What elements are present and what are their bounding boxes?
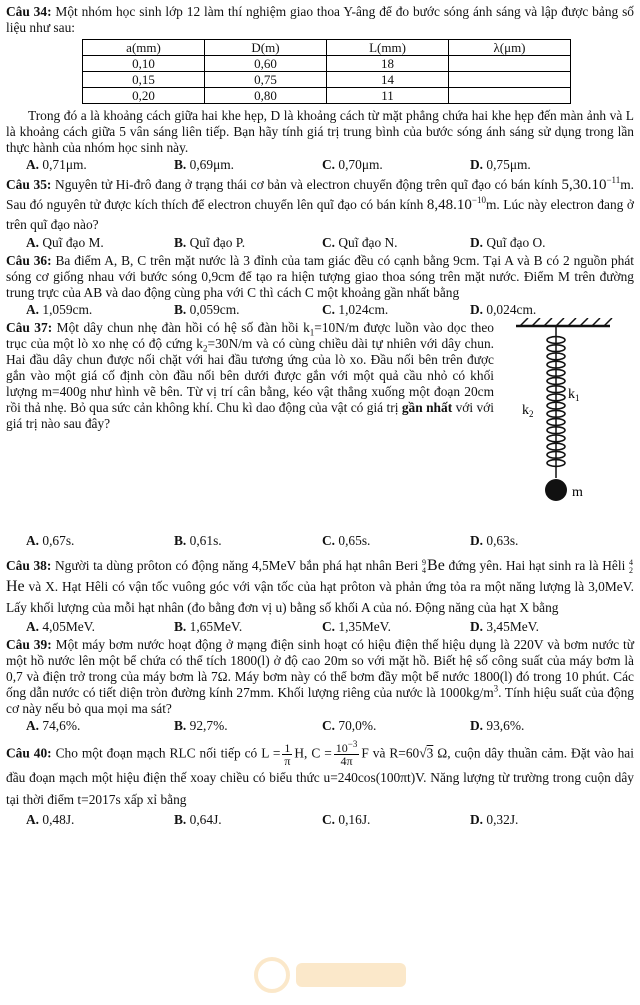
option-text: Quĩ đạo N. [338,235,398,250]
exam-page [6,4,634,830]
question-text: Người ta dùng prôton có động năng 4,5MeV bắn phá hạt nhân Beri [55,558,419,573]
radius-exponent: −10 [471,195,486,205]
answer-options [6,157,634,173]
option-text: 0,70μm. [338,157,383,172]
capacitance-fraction [334,739,360,768]
option-key: B. [174,533,187,548]
question-label: Câu 34: [6,4,52,19]
answer-options [6,235,634,251]
inductance-symbol: L = [261,745,281,761]
option-a[interactable] [6,812,154,828]
table-cell [449,72,571,88]
inductance-unit: H [294,745,305,761]
sqrt-symbol: √ [419,745,427,761]
question-text: m. Sau đó nguyên tử được kích thích để electron chuyển lên quĩ đạo có bán kính [6,177,634,212]
question-text: và R=60 [372,745,420,761]
question-text: =10N/m được luồn vào dọc theo trục của một lò xo nhẹ có độ cứng k [6,320,494,351]
question-39 [6,637,634,734]
option-b[interactable] [154,812,302,828]
option-a[interactable] [6,619,154,635]
question-text: m. Lúc này electron đang ở trên quĩ đạo nào? [6,197,634,232]
option-b[interactable] [154,619,302,635]
question-38 [6,555,634,635]
inductance-fraction [282,742,292,767]
option-d[interactable] [450,718,598,734]
option-text: 4,05MeV. [42,619,95,634]
option-key: C. [322,235,336,250]
option-text: 0,67s. [42,533,75,548]
emphasis-text: gần nhất [401,400,453,415]
numerator-base: 10 [335,741,348,755]
option-key: A. [26,718,40,733]
option-a[interactable] [6,157,154,173]
option-c[interactable] [302,157,450,173]
table-header: λ(μm) [449,40,571,56]
option-key: B. [174,157,187,172]
question-label: Câu 36: [6,253,52,268]
option-text: 0,75μm. [486,157,531,172]
table-cell: 0,75 [205,72,327,88]
table-header: a(mm) [83,40,205,56]
option-text: 92,7%. [189,718,228,733]
option-text: 1,65MeV. [189,619,243,634]
table-header: D(m) [205,40,327,56]
question-note: Trong đó a là khoảng cách giữa hai khe hẹp, D là khoảng cách từ mặt phẳng chứa hai khe hẹp đến màn ảnh và L là khoảng cách giữa 5 vân sáng liên tiếp. Bạn hãy tính giá trị trung bình của bước sóng ánh sáng sử dụng trong lần thực hành của nhóm học sinh này. [6,108,634,155]
option-d[interactable] [450,533,598,549]
option-c[interactable] [302,812,450,828]
answer-options [6,533,634,549]
option-text: 0,059cm. [189,302,240,317]
option-text: 0,32J. [486,812,519,827]
answer-options [6,812,634,828]
table-cell: 0,80 [205,88,327,104]
option-text: 0,16J. [338,812,371,827]
option-key: A. [26,533,40,548]
table-cell: 14 [327,72,449,88]
option-text: Quĩ đạo O. [486,235,546,250]
table-cell [449,88,571,104]
question-text: Một dây chun nhẹ đàn hồi có hệ số đàn hồi k [56,320,310,335]
option-key: D. [470,619,484,634]
option-key: B. [174,619,187,634]
data-table [82,39,571,104]
option-text: 0,69μm. [189,157,235,172]
option-key: C. [322,812,336,827]
option-a[interactable] [6,302,154,318]
option-b[interactable] [154,533,302,549]
question-34 [6,4,634,173]
k2-label: $k_2$ [522,403,534,419]
option-key: B. [174,812,187,827]
question-text: Một máy bơm nước hoạt động ở mạng điện sinh hoạt có hiệu điện thế hiệu dụng là 220V và bơm nước từ một hồ nước lên một bể chứa có thể tích 1800(l) ở độ cao 20m so với mặt hồ. Biết hệ số công suất của máy bơm là 0,7 và điện trở trong của máy bơm là 7Ω. Máy bơm này có thể bơm đầy một bể nước 1800(l) đó trong 10 phút. Các ống dẫn nước có tiết diện tròn đường kính 27mm. Khối lượng riêng của nước là 1000kg/m [6,637,634,700]
option-text: 1,35MeV. [338,619,391,634]
table-cell: 0,10 [83,56,205,72]
option-c[interactable] [302,718,450,734]
question-label: Câu 39: [6,637,52,652]
option-a[interactable] [6,533,154,549]
option-d[interactable] [450,302,598,318]
table-row [83,88,571,104]
radius-exponent: −11 [606,175,621,185]
atomic-number: 4 [422,565,427,575]
option-d[interactable] [450,235,598,251]
option-text: 0,61s. [189,533,222,548]
k1-label: $k_1$ [568,387,580,403]
option-key: A. [26,302,40,317]
option-text: 0,48J. [42,812,75,827]
numerator-exponent: −3 [347,739,358,749]
option-text: 0,024cm. [486,302,537,317]
question-label: Câu 37: [6,320,53,335]
table-cell: 18 [327,56,449,72]
option-key: C. [322,533,336,548]
watermark-logo [252,945,422,1005]
option-key: C. [322,718,336,733]
beryllium-nuclide-numbers [422,559,426,575]
question-text: và X. Hạt Hêli có vận tốc vuông góc với vận tốc của hạt prôton và phản ứng tỏa ra một năng lượng là 3,0MeV. Lấy khối lượng của mỗi hạt nhân (đo bằng đơn vị u) bằng số khối A của nó. Động năng của hạt X bằng [6,579,634,615]
fraction-denominator: 4π [340,754,353,768]
mass-number: 4 [628,557,633,567]
table-cell: 11 [327,88,449,104]
option-key: D. [470,235,484,250]
option-b[interactable] [154,718,302,734]
table-header-row [83,40,571,56]
option-text: 74,6%. [42,718,81,733]
option-key: D. [470,302,484,317]
option-c[interactable] [302,533,450,549]
option-key: C. [322,302,336,317]
option-c[interactable] [302,619,450,635]
capacitance-symbol: , C = [304,745,332,761]
helium-symbol: He [6,578,25,595]
question-label: Câu 38: [6,558,52,573]
option-text: 1,059cm. [42,302,93,317]
question-text: =30N/m và có cùng chiều dài tự nhiên với dây chun. Hai đầu dây chun được nối chặt với hai đầu tương ứng của lò xo. Đầu nối bên trên được gắn vào một giá cố định còn đầu nối bên dưới được gắn với một quả cầu nhỏ có khối lượng m=400g như hình vẽ bên. Từ vị trí cân bằng, kéo vật thẳng xuống một đoạn 20cm rồi thả nhẹ. Bỏ qua sức cản không khí. Chu kì dao động của vật có giá trị [6,336,494,415]
option-text: Quĩ đạo P. [189,235,246,250]
table-cell: 0,20 [83,88,205,104]
option-key: B. [174,302,187,317]
question-text: Ω, cuộn dây thuần cảm. Đặt vào hai đầu đoạn mạch một hiệu điện thế xoay chiều có biểu thức u=240cos(100πt)V. Năng lượng từ trường trong cuộn dây tại thời điểm t=2017s xấp xỉ bằng [6,745,634,807]
table-row [83,56,571,72]
option-text: 0,71μm. [42,157,87,172]
option-key: D. [470,157,484,172]
option-key: A. [26,619,40,634]
table-cell: 0,15 [83,72,205,88]
question-text: đứng yên. Hai hạt sinh ra là Hêli [448,558,626,573]
table-cell: 0,60 [205,56,327,72]
option-a[interactable] [6,718,154,734]
option-c[interactable] [302,235,450,251]
radius-mantissa: 5,30.10 [561,177,607,193]
option-text: 70,0%. [338,718,377,733]
subscript: 2 [203,343,208,354]
option-c[interactable] [302,302,450,318]
fraction-numerator: 1 [284,741,291,755]
option-key: D. [470,718,484,733]
option-text: 0,65s. [338,533,371,548]
option-a[interactable] [6,235,154,251]
question-36 [6,253,634,318]
question-40 [6,739,634,828]
option-d[interactable] [450,812,598,828]
question-text: Cho một đoạn mạch RLC nối tiếp có [55,745,258,761]
option-text: 0,64J. [189,812,222,827]
helium-nuclide-numbers [629,559,633,575]
option-key: D. [470,812,484,827]
sqrt-value: 3 [426,745,434,761]
unit-exponent: 3 [493,683,499,694]
question-text: Ba điểm A, B, C trên mặt nước là 3 đỉnh của tam giác đều có cạnh bằng 9cm. Tại A và B có 2 nguồn phát sóng cơ giống nhau với bước sóng 0,9cm để tạo ra hiện tượng giao thoa sóng trên mặt nước. Điểm M trên đường trung trực của AB và dao động cùng pha với C thì cách C một khoảng gần nhất bằng [6,253,634,300]
radius-mantissa: 8,48.10 [426,197,472,213]
option-key: A. [26,235,40,250]
question-text: Một nhóm học sinh lớp 12 làm thí nghiệm giao thoa Y-âng để đo bước sóng ánh sáng và lập được bảng số liệu như sau: [6,4,634,35]
option-key: B. [174,718,187,733]
capacitance-unit: F [361,745,369,761]
option-key: A. [26,157,40,172]
option-b[interactable] [154,157,302,173]
question-label: Câu 35: [6,177,52,192]
option-b[interactable] [154,235,302,251]
option-key: A. [26,812,40,827]
answer-options [6,302,634,318]
fraction-denominator: π [284,754,291,768]
option-key: D. [470,533,484,548]
table-row [83,72,571,88]
radius-value [561,177,620,193]
table-cell [449,56,571,72]
option-text: Quĩ đạo M. [42,235,104,250]
spring-diagram [508,318,618,518]
question-35 [6,175,634,251]
answer-options [6,619,634,635]
mass-ball [545,479,567,501]
option-d[interactable] [450,619,598,635]
question-text: với với giá trị nào sau đây? [6,400,494,431]
radius-value [427,197,486,213]
subscript: 1 [309,327,315,338]
table-header: L(mm) [327,40,449,56]
atomic-number: 2 [628,565,633,575]
question-text: Nguyên tử Hi-đrô đang ở trạng thái cơ bản và electron chuyển động trên quĩ đạo có bán kính [55,177,558,192]
mass-number: 9 [422,557,427,567]
option-text: 0,63s. [486,533,519,548]
option-key: C. [322,619,336,634]
option-key: B. [174,235,187,250]
question-label: Câu 40: [6,745,52,761]
question-37 [6,320,634,532]
option-key: C. [322,157,336,172]
option-b[interactable] [154,302,302,318]
option-text: 3,45MeV. [486,619,539,634]
question-text: . Tính hiệu suất của động cơ này nếu bỏ qua mọi ma sát? [6,685,635,716]
mass-label: m [572,485,583,500]
beryllium-symbol: Be [427,557,445,574]
answer-options [6,718,634,734]
option-text: 93,6%. [486,718,525,733]
option-d[interactable] [450,157,598,173]
option-text: 1,024cm. [338,302,389,317]
